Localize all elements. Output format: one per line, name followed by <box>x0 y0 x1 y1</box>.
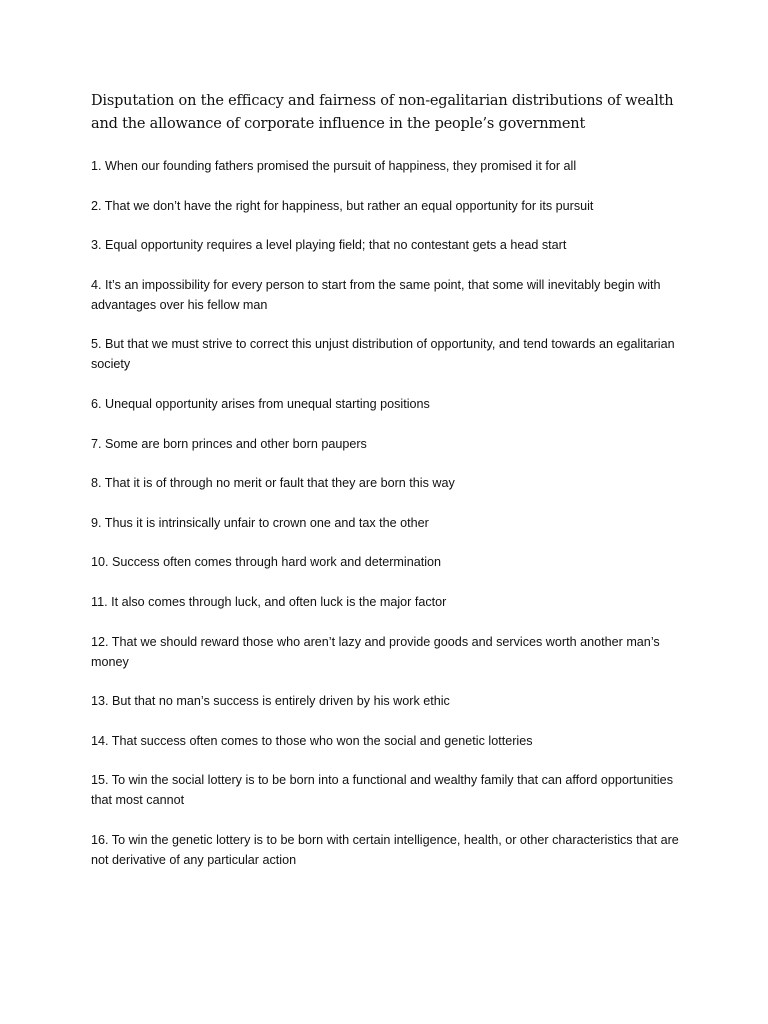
list-item: 5. But that we must strive to correct this unjust distribution of opportunity, and tend towards an egalitarian society <box>91 337 675 372</box>
list-item: 1. When our founding fathers promised the pursuit of happiness, they promised it for all <box>91 159 577 173</box>
list-item: 7. Some are born princes and other born paupers <box>91 436 367 451</box>
list-item: 14. That success often comes to those who won the social and genetic lotteries <box>91 733 533 748</box>
list-item: 8. That it is of through no merit or fault that they are born this way <box>91 476 455 491</box>
list-item: 12. That we should reward those who aren’t lazy and provide goods and services worth another man’s money <box>91 634 660 669</box>
list-item: 16. To win the genetic lottery is to be born with certain intelligence, health, or other characteristics that are not derivative of any particular action <box>91 832 679 867</box>
list-item: 3. Equal opportunity requires a level playing field; that no contestant gets a head start <box>91 238 567 253</box>
list-item: 2. That we don’t have the right for happiness, but rather an equal opportunity for its pursuit <box>91 198 594 213</box>
list-item: 4. It’s an impossibility for every person to start from the same point, that some will inevitably begin with advantages over his fellow man <box>91 277 661 312</box>
document-title: Disputation on the efficacy and fairness of non-egalitarian distributions of wealth and the allowance of corporate influence in the people’s government <box>91 93 674 132</box>
list-item: 15. To win the social lottery is to be born into a functional and wealthy family that can afford opportunities that most cannot <box>91 773 673 808</box>
list-item: 6. Unequal opportunity arises from unequal starting positions <box>91 396 430 411</box>
list-item: 13. But that no man’s success is entirely driven by his work ethic <box>91 694 450 709</box>
thesis-list <box>91 156 691 890</box>
list-item: 10. Success often comes through hard work and determination <box>91 555 442 570</box>
list-item: 11. It also comes through luck, and often luck is the major factor <box>91 594 447 609</box>
list-item: 9. Thus it is intrinsically unfair to crown one and tax the other <box>91 515 429 530</box>
